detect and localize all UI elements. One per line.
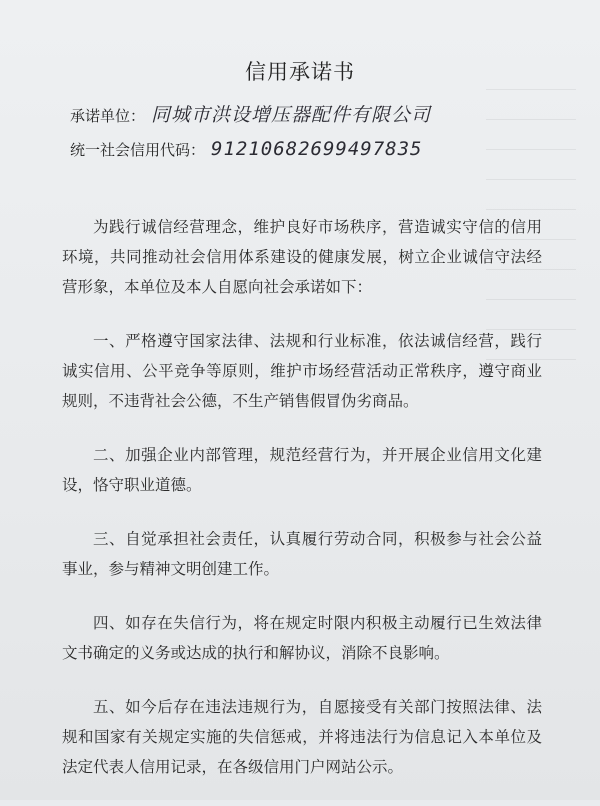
credit-code-value: 91210682699497835 bbox=[211, 138, 423, 160]
clause-5-paragraph: 五、如今后存在违法违规行为，自愿接受有关部门按照法律、法规和国家有关规定实施的失信惩戒，并将违法行为信息记入本单位及法定代表人信用记录，在各级信用门户网站公示。 bbox=[62, 698, 542, 776]
committing-unit-value: 同城市洪设增压器配件有限公司 bbox=[151, 104, 432, 126]
intro-paragraph: 为践行诚信经营理念，维护良好市场秩序，营造诚实守信的信用环境，共同推动社会信用体系建设的健康发展，树立企业诚信守法经营形象，本单位及本人自愿向社会承诺如下： bbox=[62, 218, 542, 296]
committing-unit-row bbox=[70, 100, 431, 127]
clause-4-paragraph: 四、如存在失信行为，将在规定时限内积极主动履行已生效法律文书确定的义务或达成的执行和解协议，消除不良影响。 bbox=[62, 614, 542, 662]
document-title: 信用承诺书 bbox=[245, 60, 355, 84]
committing-unit-label: 承诺单位： bbox=[70, 107, 146, 125]
credit-code-label: 统一社会信用代码： bbox=[70, 141, 206, 159]
clause-1-paragraph: 一、严格遵守国家法律、法规和行业标准，依法诚信经营，践行诚实信用、公平竞争等原则，维护市场经营活动正常秩序，遵守商业规则，不违背社会公德，不生产销售假冒伪劣商品。 bbox=[62, 332, 542, 410]
credit-code-row bbox=[70, 138, 422, 160]
commitment-body bbox=[62, 212, 542, 806]
clause-2-paragraph: 二、加强企业内部管理，规范经营行为，并开展企业信用文化建设，恪守职业道德。 bbox=[62, 446, 542, 494]
clause-3-paragraph: 三、自觉承担社会责任，认真履行劳动合同，积极参与社会公益事业，参与精神文明创建工作。 bbox=[62, 530, 542, 578]
